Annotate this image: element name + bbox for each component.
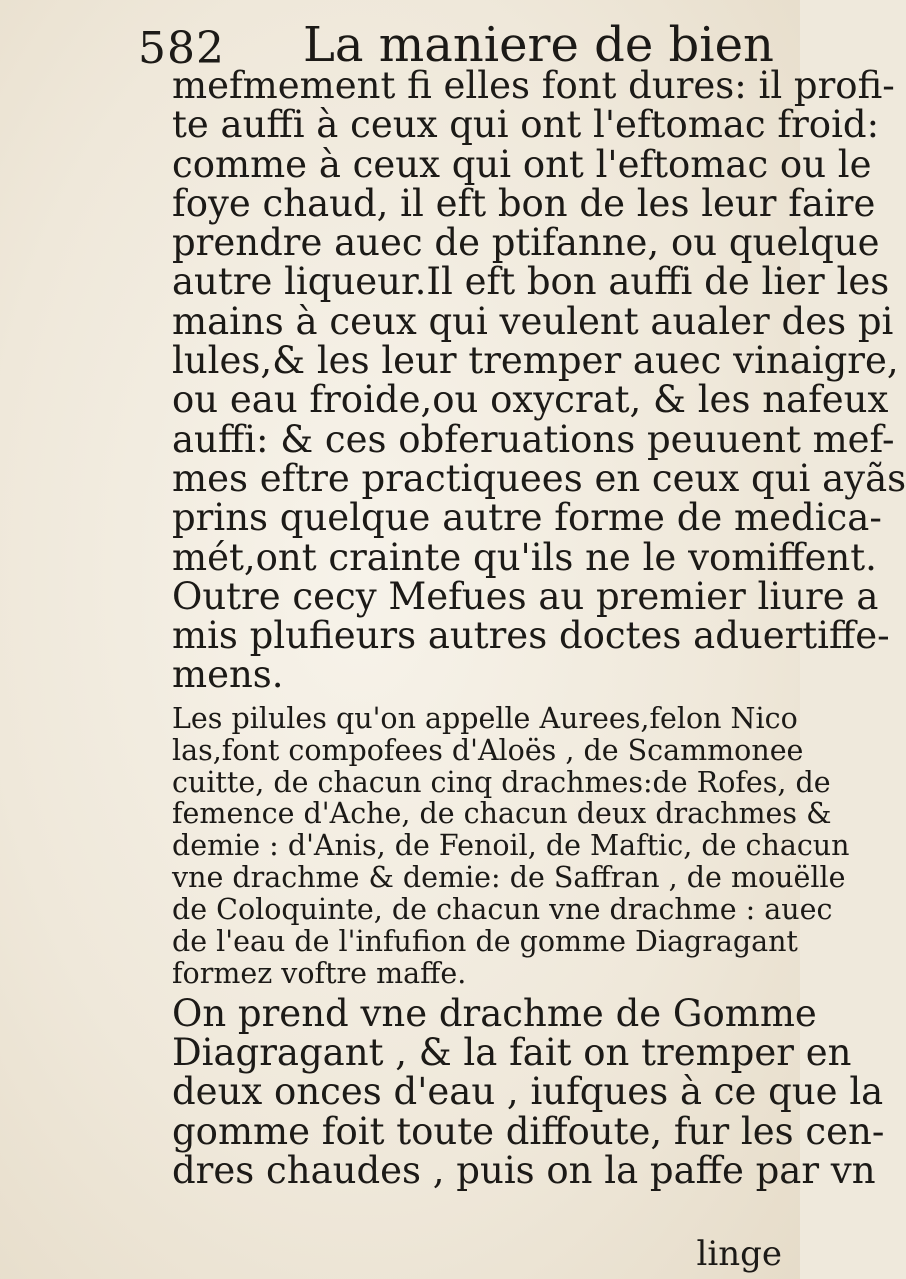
recipe-line: Les pilules qu'on appelle Aurees,felon Nico — [172, 701, 798, 735]
recipe-line: femence d'Ache, de chacun deux drachmes & — [172, 797, 832, 831]
catchword: linge — [696, 1234, 782, 1274]
running-title: La maniere de bien — [303, 17, 774, 73]
text-line: mét,ont crainte qu'ils ne le vomiffent. — [172, 535, 877, 579]
recipe-line: formez voftre maffe. — [172, 956, 467, 990]
text-line: lules,& les leur tremper auec vinaigre, — [172, 339, 899, 383]
recipe-line: vne drachme & demie: de Saffran , de mouëlle — [172, 861, 846, 895]
recipe-line: de Coloquinte, de chacun vne drachme : auec — [172, 893, 833, 927]
recipe-line: demie : d'Anis, de Fenoil, de Maftic, de chacun — [172, 829, 850, 863]
page-number: 582 — [138, 23, 225, 74]
text-line: Outre cecy Mefues au premier liure a — [172, 574, 879, 618]
text-line: ou eau froide,ou oxycrat, & les nafeux — [172, 378, 889, 422]
text-line: autre liqueur.Il eft bon auffi de lier les — [172, 260, 890, 304]
text-line: mis plufieurs autres doctes aduertiffe- — [172, 614, 890, 658]
recipe-line: de l'eau de l'infufion de gomme Diagragant — [172, 924, 798, 958]
paragraph-2 — [172, 991, 885, 1192]
text-line: foye chaud, il eft bon de les leur faire — [172, 181, 876, 225]
page-body — [172, 64, 906, 1192]
text-line: te auffi à ceux qui ont l'eftomac froid: — [172, 103, 880, 147]
text-line: mens. — [172, 653, 284, 697]
text-line: gomme foit toute diffoute, fur les cen- — [172, 1109, 885, 1153]
recipe-line: las,font compofees d'Aloës , de Scammonee — [172, 733, 804, 767]
text-line: deux onces d'eau , iufques à ce que la — [172, 1070, 884, 1114]
text-line: Diagragant , & la fait on tremper en — [172, 1031, 852, 1075]
text-line: mefmement fi elles font dures: il profi- — [172, 64, 895, 107]
paragraph-1 — [172, 64, 906, 697]
text-line: On prend vne drachme de Gomme — [172, 991, 817, 1035]
text-line: prendre auec de ptifanne, ou quelque — [172, 221, 880, 265]
text-line: dres chaudes , puis on la paffe par vn — [172, 1148, 876, 1192]
text-line: prins quelque autre forme de medica- — [172, 496, 882, 540]
recipe-line: cuitte, de chacun cinq drachmes:de Rofes, de — [172, 765, 831, 799]
recipe-paragraph — [172, 701, 850, 990]
text-line: mains à ceux qui veulent aualer des pi — [172, 299, 894, 343]
text-line: mes eftre practiquees en ceux qui ayãs — [172, 456, 906, 500]
text-line: auffi: & ces obferuations peuuent mef- — [172, 417, 895, 461]
text-line: comme à ceux qui ont l'eftomac ou le — [172, 142, 872, 186]
